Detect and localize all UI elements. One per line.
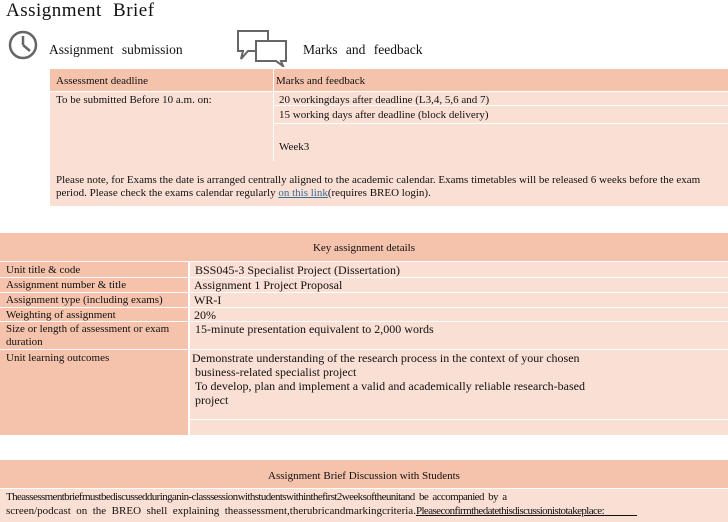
feedback-row: Week3 — [279, 141, 310, 153]
row-label: Unit title & code — [6, 264, 81, 276]
key-details-table — [0, 233, 728, 435]
discussion-text-line2: screen/podcast on the BREO shell explaining theassessment,therubricandmarkingcriteria.Pleaseconfirmthedatethisdiscussionistotakeplace: — [6, 505, 637, 517]
row-label: Assignment number & title — [6, 279, 127, 291]
learning-outcome-line: project — [195, 393, 229, 407]
date-blank[interactable] — [604, 505, 637, 517]
feedback-row: 15 working days after deadline (block delivery) — [279, 109, 489, 121]
row-label-cont: duration — [6, 336, 43, 348]
assignment-type-value: WR-I — [194, 293, 222, 307]
feedback-row: 20 workingdays after deadline (L3,4, 5,6 and 7) — [279, 94, 490, 106]
exam-calendar-link[interactable]: on this link — [278, 187, 328, 199]
feedback-label: Marks and feedback — [303, 42, 423, 57]
learning-outcome-line: To develop, plan and implement a valid and academically reliable research-based — [195, 379, 585, 393]
row-label: Weighting of assignment — [6, 309, 116, 321]
page-title: Assignment Brief — [6, 0, 155, 21]
discussion-heading: Assignment Brief Discussion with Students — [268, 470, 460, 482]
exam-note-line1: Please note, for Exams the date is arranged centrally aligned to the academic calendar. Exams timetables will be released 6 weeks before the exam — [56, 174, 701, 186]
key-details-heading: Key assignment details — [312, 242, 416, 254]
learning-outcome-line: business-related specialist project — [195, 365, 357, 379]
assignment-title-value: Assignment 1 Project Proposal — [194, 278, 343, 292]
deadline-table — [50, 69, 728, 206]
learning-outcome-line: Demonstrate understanding of the research process in the context of your chosen — [192, 351, 580, 365]
row-label: Unit learning outcomes — [6, 352, 110, 364]
clock-icon — [8, 30, 38, 60]
deadline-table-header — [50, 69, 728, 91]
submission-label: Assignment submission — [49, 42, 183, 57]
discussion-text-line1: Theassessmentbriefmustbediscussedduringanin-classsessionwithstudentswithinthefirst2weeksoftheunitand be accompanied by a — [6, 491, 507, 503]
row-label: Assignment type (including exams) — [6, 294, 163, 306]
discussion-table — [0, 460, 728, 522]
row-label: Size or length of assessment or exam — [6, 323, 170, 335]
exam-note-line2: period. Please check the exams calendar regularly on this link(requires BREO login). — [56, 187, 431, 199]
deadline-text: To be submitted Before 10 a.m. on: — [56, 94, 212, 106]
size-value: 15-minute presentation equivalent to 2,000 words — [195, 322, 434, 336]
weighting-value: 20% — [194, 308, 216, 322]
speech-bubbles-icon — [236, 29, 288, 67]
unit-title-value: BSS045-3 Specialist Project (Dissertation) — [195, 263, 400, 277]
feedback-col-header: Marks and feedback — [276, 75, 366, 87]
deadline-col-header: Assessment deadline — [56, 75, 148, 87]
